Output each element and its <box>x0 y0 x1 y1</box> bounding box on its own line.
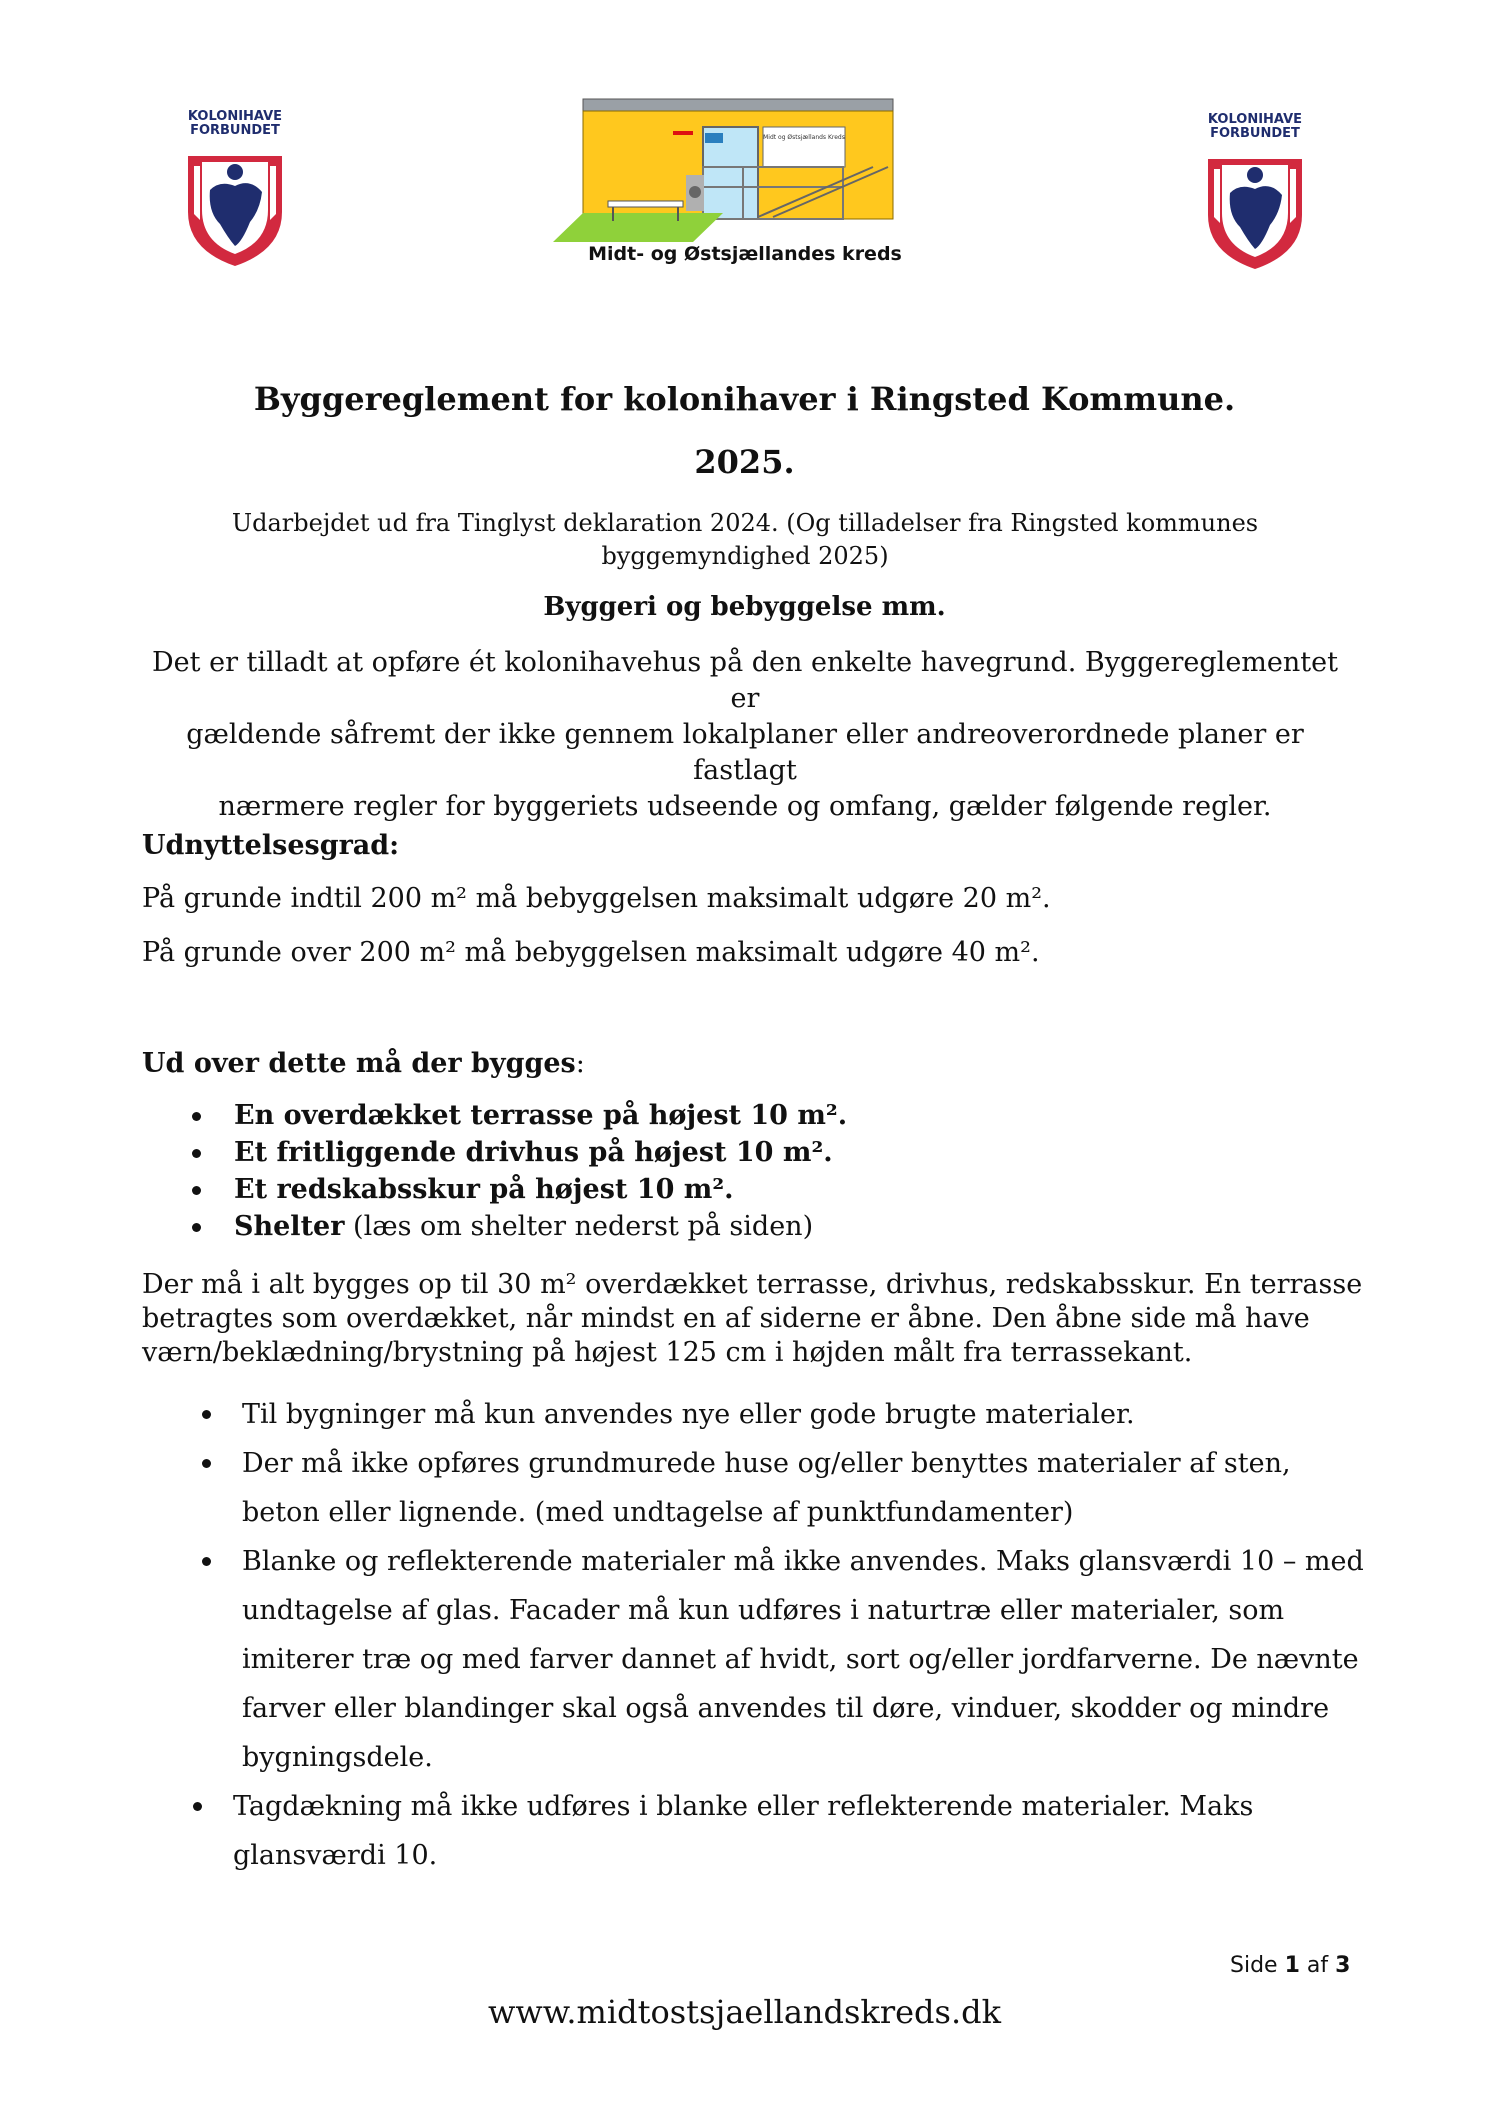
shield-emblem-icon <box>180 140 290 280</box>
intro-line: Det er tilladt at opføre ét kolonihavehus på den enkelte havegrund. Byggereglementet er <box>152 647 1338 714</box>
udover-heading-text: Ud over dette må der bygges <box>142 1048 576 1079</box>
intro-paragraph <box>150 645 1340 825</box>
para-line: værn/beklædning/brystning på højest 125 cm i højden målt fra terrassekant. <box>142 1337 1193 1368</box>
para-line: Der må i alt bygges op til 30 m² overdækket terrasse, drivhus, redskabsskur. En terrasse <box>142 1269 1363 1300</box>
house-sign-text: Midt og Østsjællands Kreds <box>763 134 845 141</box>
udnyttelse-line-1: På grunde indtil 200 m² må bebyggelsen maksimalt udgøre 20 m². <box>142 883 1051 914</box>
list-item: Blanke og reflekterende materialer må ikke anvendes. Maks glansværdi 10 – med undtagelse af glas. Facader må kun udføres i naturtræ eller materialer, som imiterer træ og med farver dannet af hvidt, sort og/eller jordfarverne. De nævnte farver eller blandinger skal også anvendes til døre, vinduer, skodder og mindre bygningsdele. <box>242 1537 1372 1782</box>
list-item: Shelter (læs om shelter nederst på siden) <box>142 1208 1342 1245</box>
document-title: Byggereglement for kolonihaver i Ringsted Kommune. <box>253 380 1236 418</box>
udnyttelse-line-2: På grunde over 200 m² må bebyggelsen maksimalt udgøre 40 m². <box>142 937 1040 968</box>
kolonihavehus-illustration <box>553 97 898 242</box>
para-line: betragtes som overdækket, når mindst en af siderne er åbne. Den åbne side må have <box>142 1303 1310 1334</box>
list-item: Tagdækning må ikke udføres i blanke eller reflekterende materialer. Maks glansværdi 10. <box>233 1782 1363 1880</box>
udover-heading-colon: : <box>575 1048 585 1079</box>
kolonihave-forbundet-logo-left <box>180 110 290 284</box>
shield-emblem-icon <box>1200 143 1310 283</box>
document-subtitle <box>230 507 1260 573</box>
intro-line: gældende såfremt der ikke gennem lokalplaner eller andreoverordnede planer er fastlagt <box>186 719 1304 786</box>
logo-left-line2: FORBUNDET <box>190 123 280 138</box>
page-number: Side 1 af 3 <box>1230 1953 1351 1978</box>
list-item: Der må ikke opføres grundmurede huse og/eller benyttes materialer af sten, beton eller lignende. (med undtagelse af punktfundamenter) <box>242 1439 1372 1537</box>
list-item: Et fritliggende drivhus på højest 10 m². <box>142 1134 1342 1171</box>
udover-list <box>142 1097 1342 1245</box>
section-heading: Byggeri og bebyggelse mm. <box>543 592 946 622</box>
materials-rules-list <box>233 1390 1372 1880</box>
logo-right-line1: KOLONIHAVE <box>1207 112 1303 127</box>
kreds-label: Midt- og Østsjællandes kreds <box>588 243 902 265</box>
list-item: Til bygninger må kun anvendes nye eller gode brugte materialer. <box>242 1390 1372 1439</box>
list-item: Et redskabsskur på højest 10 m². <box>142 1171 1342 1208</box>
terrasse-paragraph <box>142 1268 1372 1370</box>
intro-line: nærmere regler for byggeriets udseende og omfang, gælder følgende regler. <box>218 791 1272 822</box>
document-year: 2025. <box>694 443 795 481</box>
footer-url: www.midtostsjaellandskreds.dk <box>487 1993 1001 2031</box>
subtitle-line: byggemyndighed 2025) <box>601 542 889 570</box>
subtitle-line: Udarbejdet ud fra Tinglyst deklaration 2024. (Og tilladelser fra Ringsted kommunes <box>231 509 1259 537</box>
logo-left-line1: KOLONIHAVE <box>187 109 283 124</box>
logo-right-line2: FORBUNDET <box>1210 126 1300 141</box>
list-item: En overdækket terrasse på højest 10 m². <box>142 1097 1342 1134</box>
udover-heading <box>142 1048 585 1079</box>
kolonihave-forbundet-logo-right <box>1200 113 1310 287</box>
udnyttelse-heading: Udnyttelsesgrad: <box>142 830 400 861</box>
